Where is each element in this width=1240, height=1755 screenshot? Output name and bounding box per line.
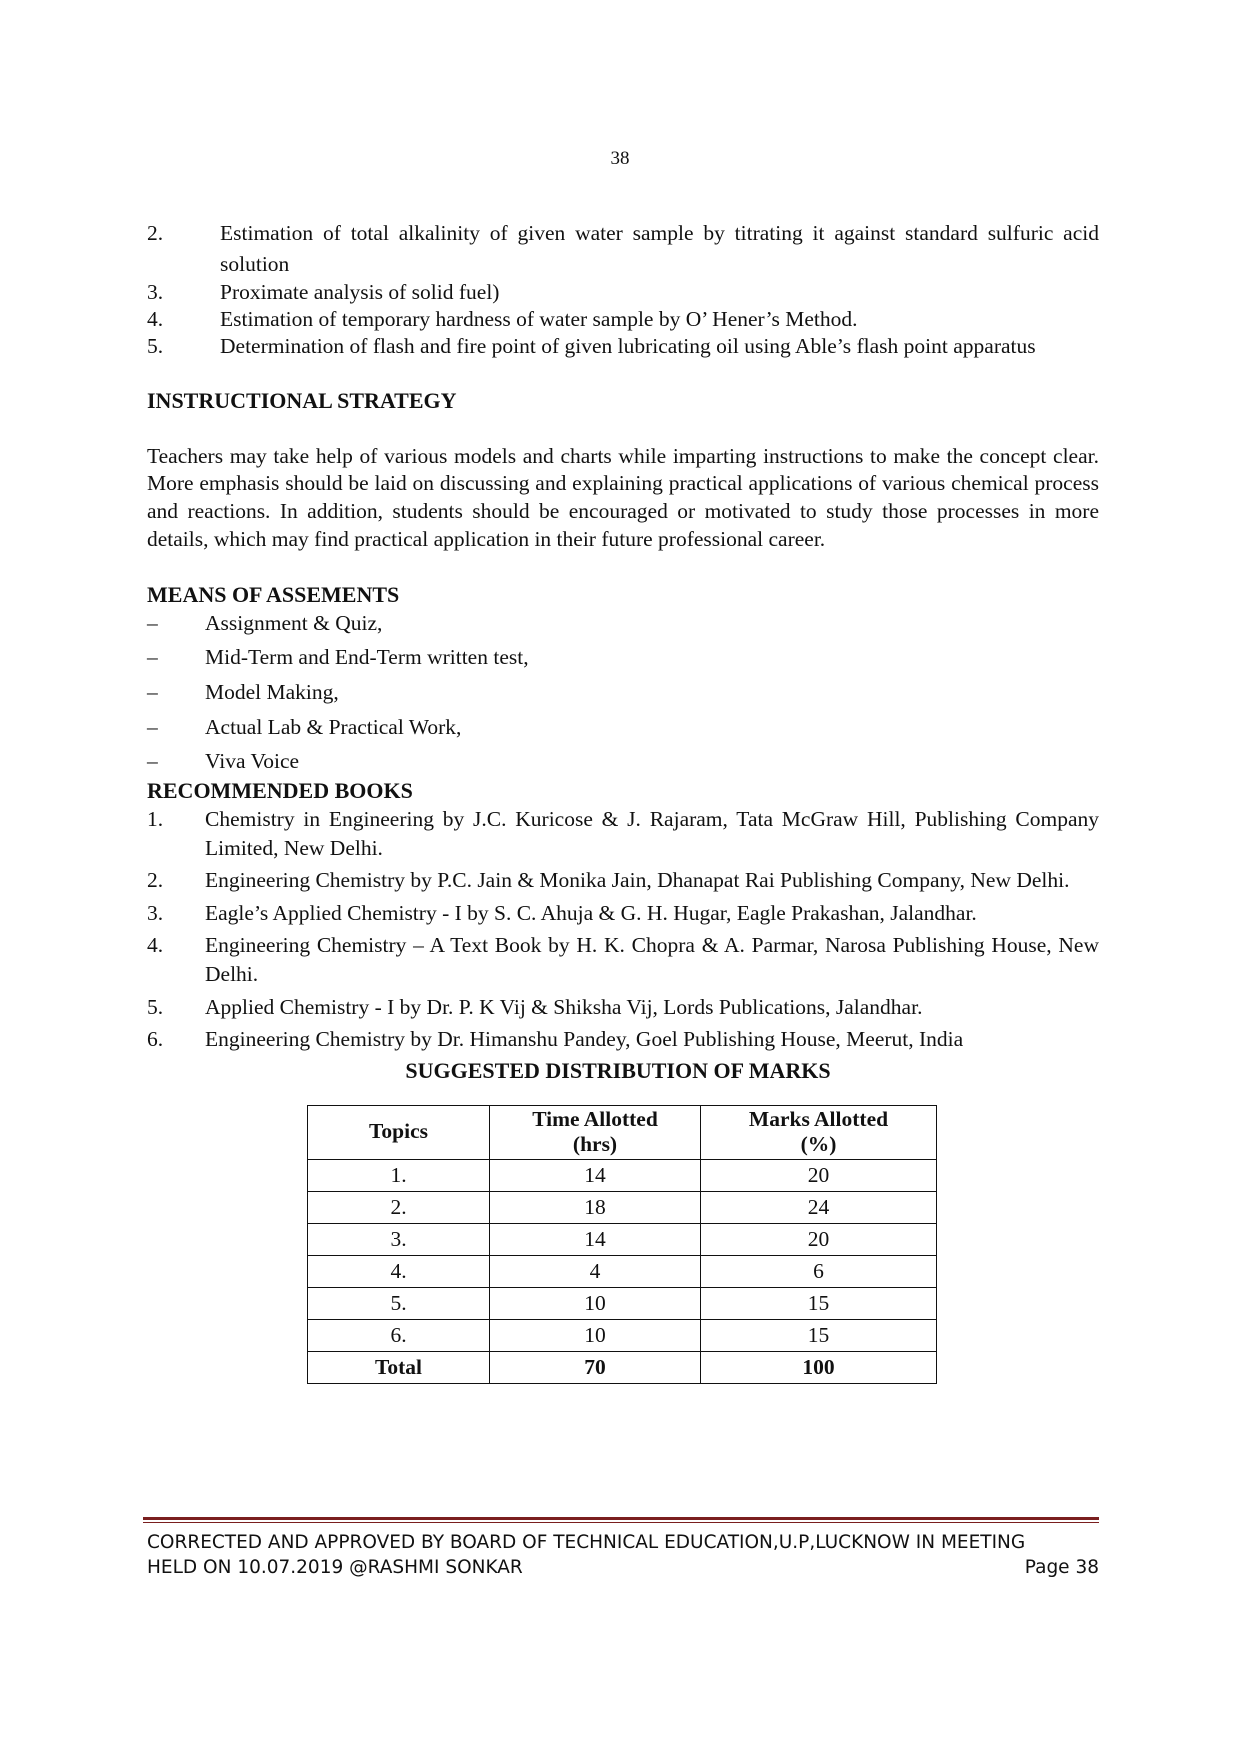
topic-cell: 5.: [308, 1287, 490, 1319]
item-number: 1.: [147, 807, 164, 832]
item-number: 4.: [147, 306, 164, 331]
topic-cell: 6.: [308, 1319, 490, 1351]
total-time-cell: 70: [490, 1351, 701, 1383]
time-cell: 14: [490, 1159, 701, 1191]
table-row: [308, 1319, 937, 1351]
header-marks-line1: Marks Allotted: [748, 1107, 889, 1132]
list-item: [147, 678, 1099, 707]
list-item: [147, 805, 1099, 862]
list-item: [147, 334, 1099, 360]
topic-cell: 3.: [308, 1223, 490, 1255]
marks-distribution-table: [307, 1105, 937, 1383]
list-item: [147, 899, 1099, 928]
instructional-paragraph: Teachers may take help of various models and charts while imparting instructions to make the concept clear. More emphasis should be laid on discussing and explaining practical applications of various chemical process and reactions. In addition, students should be encouraged or motivated to study those processes in more details, which may find practical application in their future professional career.: [147, 443, 1099, 551]
time-cell: 14: [490, 1223, 701, 1255]
list-item: [147, 280, 1099, 306]
page-number: 38: [610, 148, 630, 169]
practical-list: [147, 218, 1099, 359]
header-time: [490, 1106, 701, 1159]
item-text: Engineering Chemistry by Dr. Himanshu Pandey, Goel Publishing House, Meerut, India: [205, 1027, 964, 1052]
time-cell: 4: [490, 1255, 701, 1287]
list-item: [147, 713, 1099, 742]
item-number: 5.: [147, 333, 164, 358]
item-text: Chemistry in Engineering by J.C. Kuricose & J. Rajaram, Tata McGraw Hill, Publishing Company Limited, New Delhi.: [205, 807, 1099, 860]
dash-bullet: –: [147, 714, 158, 739]
list-item: [147, 747, 1099, 776]
item-text: Actual Lab & Practical Work,: [205, 714, 462, 739]
item-text: Assignment & Quiz,: [205, 610, 383, 635]
books-list: [147, 805, 1099, 1054]
item-text: Estimation of total alkalinity of given water sample by titrating it against standard sulfuric acid solution: [220, 221, 1099, 276]
item-text: Viva Voice: [205, 749, 300, 774]
header-topics: Topics: [308, 1106, 490, 1159]
header-marks-line2: (%): [800, 1131, 837, 1156]
list-item: [147, 993, 1099, 1022]
dash-bullet: –: [147, 680, 158, 705]
item-text: Engineering Chemistry by P.C. Jain & Monika Jain, Dhanapat Rai Publishing Company, New Delhi.: [205, 868, 1070, 893]
marks-cell: 15: [701, 1319, 937, 1351]
dash-bullet: –: [147, 749, 158, 774]
item-text: Engineering Chemistry – A Text Book by H. K. Chopra & A. Parmar, Narosa Publishing House, New Delhi.: [205, 933, 1099, 987]
marks-cell: 20: [701, 1223, 937, 1255]
table-row: [308, 1159, 937, 1191]
dash-bullet: –: [147, 645, 158, 670]
time-cell: 10: [490, 1319, 701, 1351]
page-footer: [147, 1531, 1099, 1581]
item-text: Determination of flash and fire point of given lubricating oil using Able’s flash point apparatus: [220, 333, 1036, 358]
page-content: [147, 218, 1099, 1384]
item-text: Model Making,: [205, 680, 339, 705]
table-header-row: [308, 1106, 937, 1159]
list-item: [147, 866, 1099, 895]
marks-cell: 24: [701, 1191, 937, 1223]
time-cell: 10: [490, 1287, 701, 1319]
dash-bullet: –: [147, 610, 158, 635]
table-row: [308, 1255, 937, 1287]
section-heading-means: MEANS OF ASSEMENTS: [147, 581, 400, 607]
item-number: 3.: [147, 900, 164, 925]
total-marks-cell: 100: [701, 1351, 937, 1383]
list-item: [147, 218, 1099, 279]
time-cell: 18: [490, 1191, 701, 1223]
list-item: [147, 931, 1099, 988]
section-heading-books: RECOMMENDED BOOKS: [147, 777, 413, 803]
topic-cell: 4.: [308, 1255, 490, 1287]
topic-cell: 1.: [308, 1159, 490, 1191]
means-list: [147, 609, 1099, 776]
marks-cell: 15: [701, 1287, 937, 1319]
item-text: Eagle’s Applied Chemistry - I by S. C. Ahuja & G. H. Hugar, Eagle Prakashan, Jalandhar.: [205, 900, 977, 925]
table-row: [308, 1287, 937, 1319]
item-number: 2.: [147, 868, 164, 893]
item-text: Mid-Term and End-Term written test,: [205, 645, 529, 670]
item-number: 6.: [147, 1027, 164, 1052]
table-total-row: [308, 1351, 937, 1383]
footer-line-1: CORRECTED AND APPROVED BY BOARD OF TECHNICAL EDUCATION,U.P,LUCKNOW IN MEETING: [147, 1532, 1026, 1553]
footer-line-2-row: [147, 1556, 1099, 1581]
marks-cell: 6: [701, 1255, 937, 1287]
footer-line-2: HELD ON 10.07.2019 @RASHMI SONKAR: [147, 1556, 523, 1578]
table-row: [308, 1191, 937, 1223]
section-heading-instructional: INSTRUCTIONAL STRATEGY: [147, 388, 457, 414]
marks-cell: 20: [701, 1159, 937, 1191]
footer-divider: [143, 1517, 1099, 1523]
list-item: [147, 643, 1099, 672]
table-row: [308, 1223, 937, 1255]
footer-page-label: Page 38: [1024, 1556, 1099, 1578]
list-item: [147, 609, 1099, 638]
item-number: 5.: [147, 994, 164, 1019]
item-number: 3.: [147, 280, 164, 305]
item-text: Applied Chemistry - I by Dr. P. K Vij & Shiksha Vij, Lords Publications, Jalandhar.: [205, 994, 923, 1019]
total-label-cell: Total: [308, 1351, 490, 1383]
header-marks: [701, 1106, 937, 1159]
topic-cell: 2.: [308, 1191, 490, 1223]
header-time-line2: (hrs): [572, 1131, 618, 1156]
item-number: 2.: [147, 221, 164, 245]
header-time-line1: Time Allotted: [532, 1107, 658, 1132]
list-item: [147, 1025, 1099, 1054]
item-text: Proximate analysis of solid fuel): [220, 280, 500, 305]
list-item: [147, 307, 1099, 333]
item-text: Estimation of temporary hardness of water sample by O’ Hener’s Method.: [220, 306, 858, 331]
table-title: SUGGESTED DISTRIBUTION OF MARKS: [405, 1057, 831, 1083]
item-number: 4.: [147, 933, 164, 958]
